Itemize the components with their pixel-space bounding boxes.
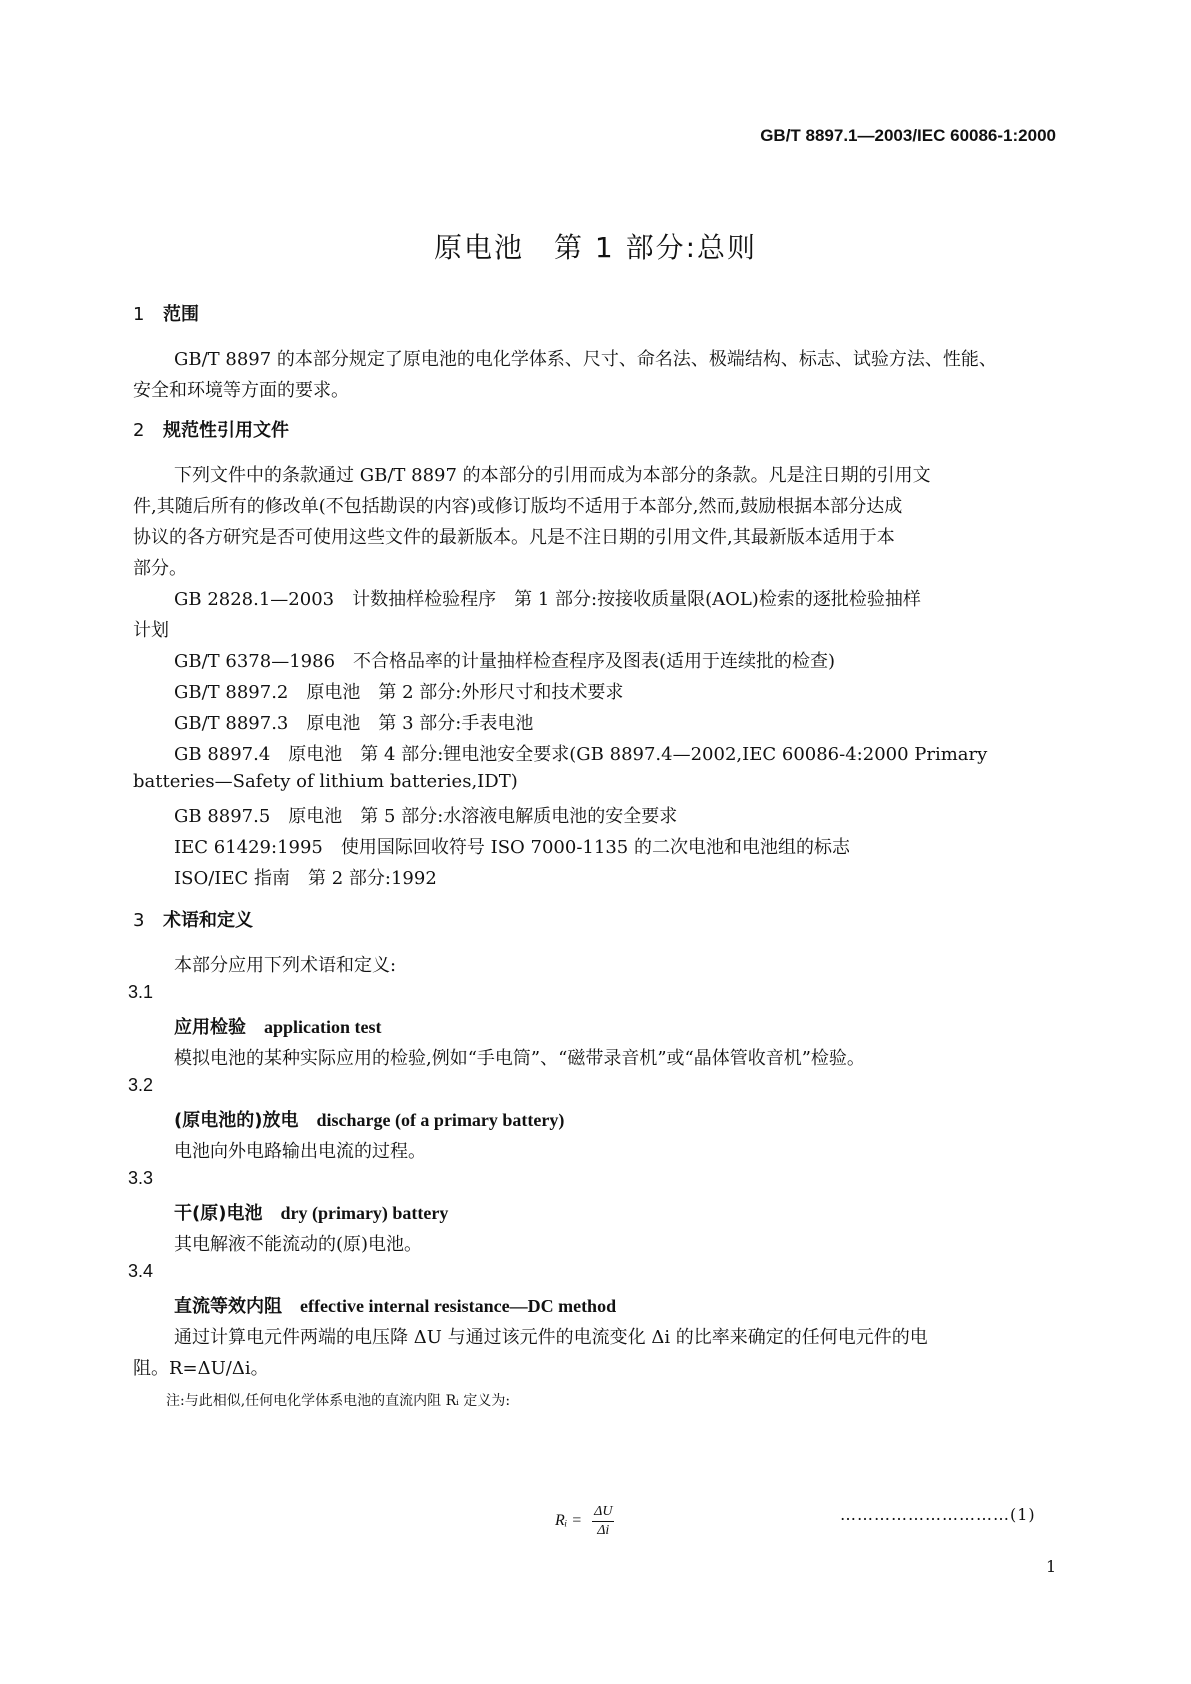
paragraph-line: 部分。: [133, 558, 187, 579]
section-1-heading: [133, 300, 199, 326]
reference-item: GB/T 8897.2 原电池 第 2 部分:外形尺寸和技术要求: [174, 682, 624, 703]
section-title: 范围: [163, 304, 199, 325]
reference-item: IEC 61429:1995 使用国际回收符号 ISO 7000-1135 的二次电池和电池组的标志: [174, 837, 850, 858]
term-heading: [174, 1106, 564, 1132]
reference-item: ISO/IEC 指南 第 2 部分:1992: [174, 868, 437, 889]
reference-item: GB/T 6378—1986 不合格品率的计量抽样检查程序及图表(适用于连续批的检查): [174, 651, 836, 672]
term-chinese: (原电池的)放电: [174, 1110, 299, 1131]
term-number: 3.1: [128, 982, 154, 1002]
term-chinese: 应用检验: [174, 1017, 246, 1038]
reference-item-continued: batteries—Safety of lithium batteries,IDT): [133, 771, 518, 792]
paragraph-line: GB/T 8897 的本部分规定了原电池的电化学体系、尺寸、命名法、极端结构、标志、试验方法、性能、: [174, 349, 997, 370]
standard-number: GB/T 8897.1—2003/IEC 60086-1:2000: [760, 126, 1056, 145]
reference-item: GB/T 8897.3 原电池 第 3 部分:手表电池: [174, 713, 534, 734]
paragraph-line: 协议的各方研究是否可使用这些文件的最新版本。凡是不注日期的引用文件,其最新版本适用于本: [133, 527, 895, 548]
paragraph-line: 下列文件中的条款通过 GB/T 8897 的本部分的引用而成为本部分的条款。凡是注日期的引用文: [174, 465, 931, 486]
term-number: 3.4: [128, 1261, 154, 1281]
term-english: effective internal resistance—DC method: [300, 1296, 617, 1316]
section-title: 规范性引用文件: [163, 420, 289, 441]
section-3-heading: [133, 906, 253, 932]
term-definition-continued: 阻。R=ΔU/Δi。: [133, 1358, 269, 1379]
term-number: 3.2: [128, 1075, 154, 1095]
term-definition: 通过计算电元件两端的电压降 ΔU 与通过该元件的电流变化 Δi 的比率来确定的任何电元件的电: [174, 1327, 928, 1348]
formula-denominator: Δi: [597, 1523, 610, 1538]
paragraph-line: 件,其随后所有的修改单(不包括勘误的内容)或修订版均不适用于本部分,然而,鼓励根据本部分达成: [133, 496, 903, 517]
term-definition: 其电解液不能流动的(原)电池。: [174, 1234, 423, 1255]
formula-lhs: Rᵢ =: [555, 1512, 583, 1530]
term-chinese: 干(原)电池: [174, 1203, 263, 1224]
formula-numerator: ΔU: [592, 1503, 614, 1522]
term-chinese: 直流等效内阻: [174, 1296, 282, 1317]
reference-item: GB 2828.1—2003 计数抽样检验程序 第 1 部分:按接收质量限(AOL)检索的逐批检验抽样: [174, 589, 921, 610]
term-heading: [174, 1292, 616, 1318]
reference-item-continued: 计划: [133, 620, 169, 641]
formula: [555, 1503, 614, 1540]
section-2-heading: [133, 416, 289, 442]
paragraph-line: 本部分应用下列术语和定义:: [174, 955, 397, 976]
term-number: 3.3: [128, 1168, 154, 1188]
equation-number: …………………………(1): [840, 1505, 1036, 1524]
term-english: application test: [264, 1017, 382, 1037]
note: 注:与此相似,任何电化学体系电池的直流内阻 Rᵢ 定义为:: [166, 1393, 511, 1409]
term-heading: [174, 1199, 448, 1225]
reference-item: GB 8897.5 原电池 第 5 部分:水溶液电解质电池的安全要求: [174, 806, 678, 827]
section-number: 3: [133, 910, 145, 931]
reference-item: GB 8897.4 原电池 第 4 部分:锂电池安全要求(GB 8897.4—2002,IEC 60086-4:2000 Primary: [174, 744, 988, 765]
paragraph-line: 安全和环境等方面的要求。: [133, 380, 349, 401]
term-english: discharge (of a primary battery): [316, 1110, 565, 1130]
formula-fraction: [592, 1503, 614, 1540]
term-definition: 电池向外电路输出电流的过程。: [174, 1141, 426, 1162]
page-title: 原电池 第 1 部分:总则: [433, 231, 758, 264]
section-title: 术语和定义: [163, 910, 253, 931]
term-heading: [174, 1013, 382, 1039]
section-number: 1: [133, 304, 145, 325]
page-number: 1: [1046, 1557, 1057, 1576]
term-definition: 模拟电池的某种实际应用的检验,例如“手电筒”、“磁带录音机”或“晶体管收音机”检验。: [174, 1048, 865, 1069]
section-number: 2: [133, 420, 145, 441]
term-english: dry (primary) battery: [280, 1203, 449, 1223]
